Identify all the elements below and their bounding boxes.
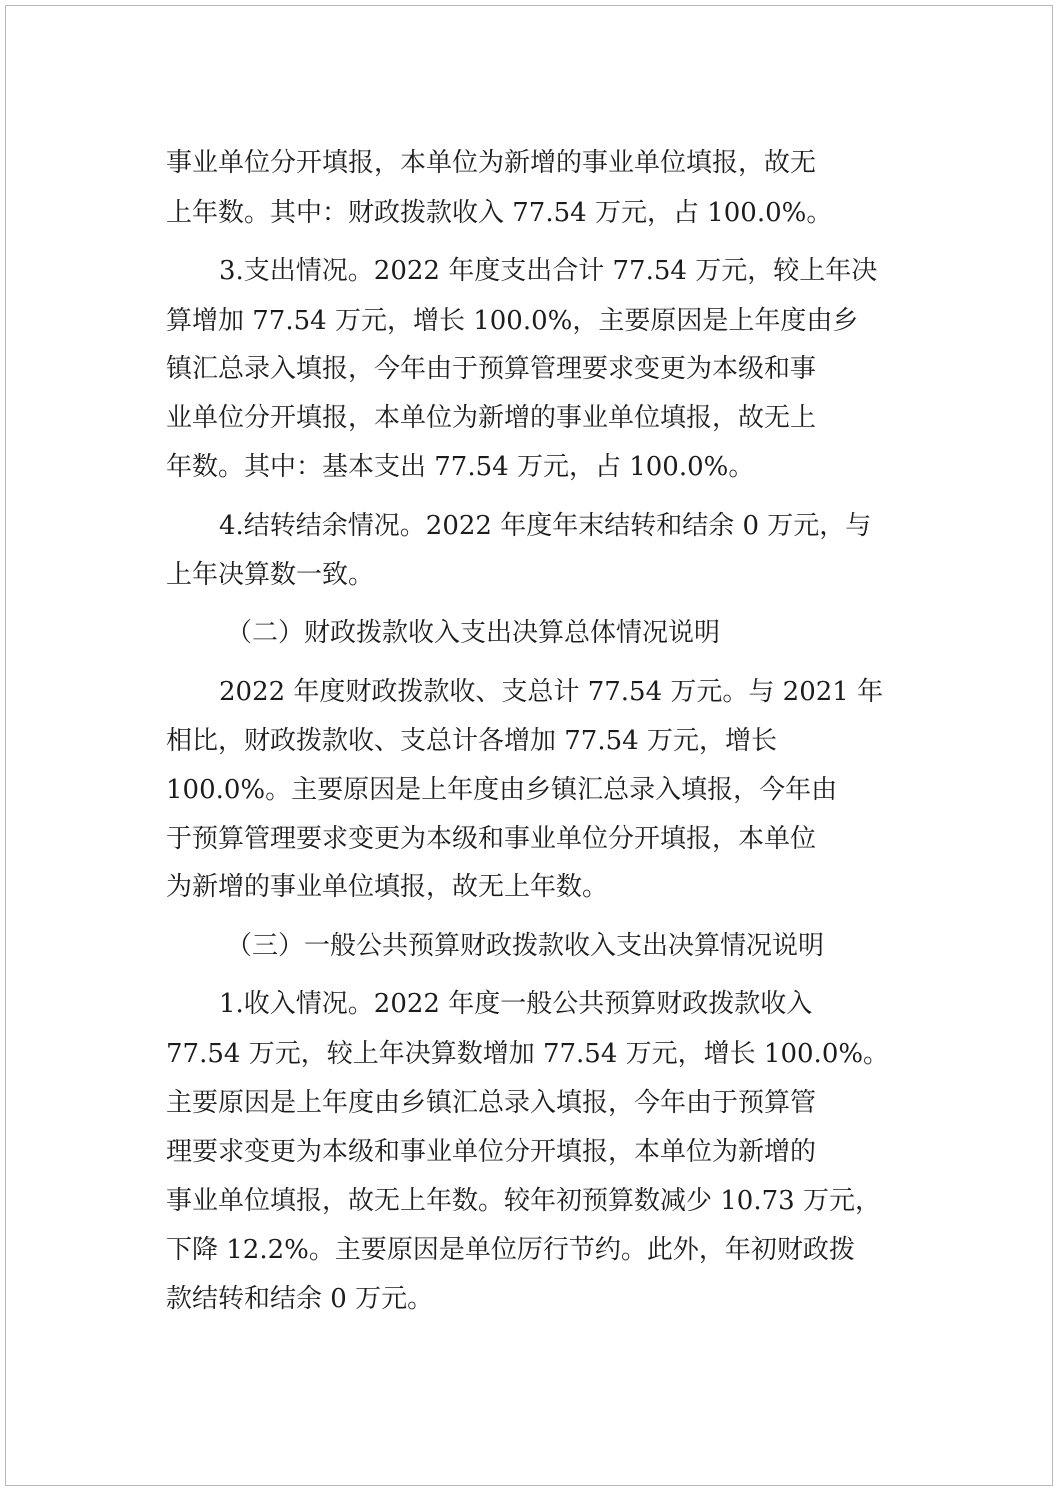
text-line: 为新增的事业单位填报，故无上年数。 <box>166 872 609 902</box>
text-line: 2022 年度财政拨款收、支总计 77.54 万元。与 2021 年 <box>219 677 884 707</box>
text-line: 事业单位填报，故无上年数。较年初预算数减少 10.73 万元， <box>166 1186 881 1216</box>
text-line: 事业单位分开填报，本单位为新增的事业单位填报，故无 <box>166 148 817 178</box>
text-line: 相比，财政拨款收、支总计各增加 77.54 万元，增长 <box>166 726 777 756</box>
section-heading-3: （三）一般公共预算财政拨款收入支出决算情况说明 <box>226 931 825 961</box>
paragraph-expenditure-heading-line: 3.支出情况。2022 年度支出合计 77.54 万元，较上年决 <box>219 256 878 286</box>
text-line: 算增加 77.54 万元，增长 100.0%，主要原因是上年度由乡 <box>166 306 859 336</box>
section-heading-2: （二）财政拨款收入支出决算总体情况说明 <box>226 618 721 648</box>
paragraph-income-heading-line: 1.收入情况。2022 年度一般公共预算财政拨款收入 <box>219 989 813 1019</box>
text-line: 100.0%。主要原因是上年度由乡镇汇总录入填报，今年由 <box>166 775 838 805</box>
text-line: 上年数。其中：财政拨款收入 77.54 万元，占 100.0%。 <box>166 198 833 228</box>
paragraph-balance-heading-line: 4.结转结余情况。2022 年度年末结转和结余 0 万元，与 <box>219 511 872 541</box>
text-line: 业单位分开填报，本单位为新增的事业单位填报，故无上 <box>166 403 817 433</box>
text-line: 主要原因是上年度由乡镇汇总录入填报，今年由于预算管 <box>166 1088 817 1118</box>
text-line: 款结转和结余 0 万元。 <box>166 1284 434 1314</box>
text-line: 77.54 万元，较上年决算数增加 77.54 万元，增长 100.0%。 <box>166 1039 890 1069</box>
text-line: 年数。其中：基本支出 77.54 万元，占 100.0%。 <box>166 452 755 482</box>
text-line: 上年决算数一致。 <box>166 560 375 590</box>
text-line: 于预算管理要求变更为本级和事业单位分开填报，本单位 <box>166 824 817 854</box>
text-line: 镇汇总录入填报，今年由于预算管理要求变更为本级和事 <box>166 354 817 384</box>
text-line: 下降 12.2%。主要原因是单位厉行节约。此外，年初财政拨 <box>166 1235 855 1265</box>
text-line: 理要求变更为本级和事业单位分开填报，本单位为新增的 <box>166 1137 817 1167</box>
